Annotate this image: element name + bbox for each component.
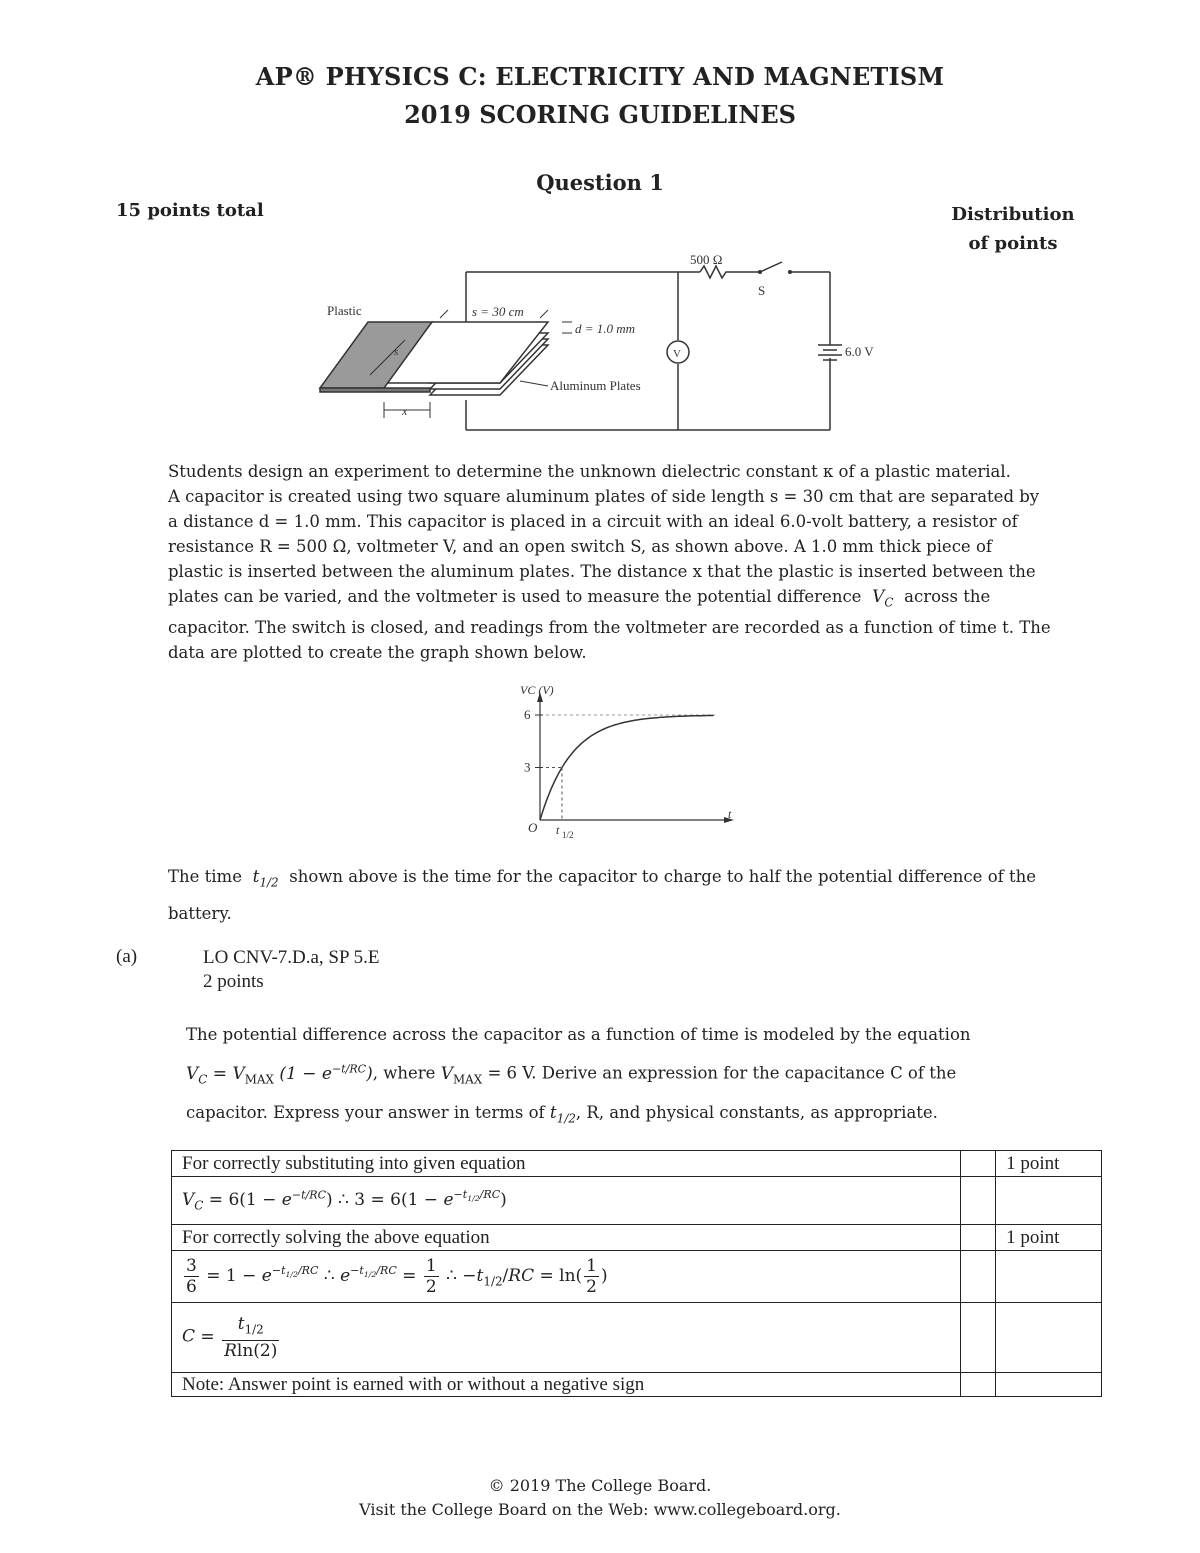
- voltmeter-label: V: [673, 348, 681, 360]
- battery-label: 6.0 V: [845, 344, 874, 359]
- page-title: AP® PHYSICS C: ELECTRICITY AND MAGNETISM: [255, 62, 945, 91]
- question-line-1: The potential difference across the capacitor as a function of time is modeled by the equation: [186, 1025, 971, 1044]
- rubric-blank: [996, 1373, 1102, 1397]
- part-a-question: [186, 1018, 1066, 1135]
- intro-line-7: capacitor. The switch is closed, and readings from the voltmeter are recorded as a function of time t. The: [168, 618, 1051, 638]
- rubric-blank: [961, 1303, 996, 1373]
- x-label: x: [402, 404, 408, 418]
- intro-line-6b: across the: [904, 587, 991, 606]
- q-line3-b: , R, and physical constants, as appropriate.: [575, 1103, 938, 1123]
- part-a-points: 2 points: [203, 971, 264, 992]
- resistor-label: 500 Ω: [690, 252, 723, 267]
- distribution-line2: of points: [968, 233, 1058, 254]
- q-line2-end: . Derive an expression for the capacitance C of the: [531, 1063, 957, 1083]
- rubric-blank: [961, 1373, 996, 1397]
- charging-curve: [540, 715, 714, 820]
- x-axis-label: t: [728, 807, 732, 821]
- part-a-label: (a): [116, 946, 138, 967]
- y-axis-label: VC (V): [520, 683, 554, 697]
- half-time-paragraph: [168, 861, 1058, 930]
- intro-line-3: a distance d = 1.0 mm. This capacitor is placed in a circuit with an ideal 6.0-volt battery, a resistor of: [168, 512, 1018, 531]
- rubric-row: [172, 1373, 1102, 1397]
- rubric-blank: [961, 1225, 996, 1251]
- half-time-after: shown above is the time for the capacitor to charge to half the potential difference of the: [289, 867, 1036, 886]
- rubric-row: [172, 1177, 1102, 1225]
- part-a-header: [203, 946, 379, 994]
- rubric-equation-3: C = $\frac{t_{1/2}}{Rln(2)}$: [172, 1303, 961, 1373]
- half-time-before: The time: [168, 867, 242, 886]
- rubric-equation-2: $\frac{3}{6}$ = $1 - e^{-t_{1/2}/RC}$ ∴ $e^{-t_{1/2}/RC}$ = $\frac{1}{2}$ ∴ $-t_{1/2}/RC = \ln$( $\frac{1}{2}$ ): [172, 1251, 961, 1303]
- d-dimension-label: d = 1.0 mm: [575, 321, 636, 336]
- intro-line-5: plastic is inserted between the aluminum plates. The distance x that the plastic is inserted between the: [168, 562, 1036, 581]
- rubric-row: [172, 1251, 1102, 1303]
- plastic-label: Plastic: [327, 303, 362, 318]
- switch-label: S: [758, 283, 766, 298]
- rubric-criterion-1: For correctly substituting into given equation: [172, 1151, 961, 1177]
- y-tick-label-6: 6: [524, 707, 531, 722]
- origin-label: O: [528, 820, 538, 835]
- rubric-blank: [996, 1251, 1102, 1303]
- aluminum-plates-label: Aluminum Plates: [550, 378, 641, 393]
- half-time-line-1: [168, 861, 1058, 898]
- intro-line-6a: plates can be varied, and the voltmeter is used to measure the potential difference: [168, 587, 862, 606]
- charging-graph: [510, 680, 740, 840]
- rubric-row: [172, 1303, 1102, 1373]
- learning-objective: LO CNV-7.D.a, SP 5.E: [203, 947, 380, 968]
- rubric-row: [172, 1225, 1102, 1251]
- page-subtitle: 2019 SCORING GUIDELINES: [404, 100, 796, 129]
- footer-copyright: © 2019 The College Board.: [488, 1476, 712, 1495]
- rubric-blank: [996, 1177, 1102, 1225]
- q-line2-mid: , where: [372, 1063, 436, 1083]
- circuit-figure: [310, 245, 874, 440]
- rubric-blank: [961, 1177, 996, 1225]
- rubric-note: Note: Answer point is earned with or without a negative sign: [172, 1373, 961, 1397]
- rubric-blank: [961, 1151, 996, 1177]
- footer-visit: Visit the College Board on the Web: www.collegeboard.org.: [359, 1500, 841, 1519]
- t-subscript: 1/2: [259, 875, 279, 890]
- rubric-table: [171, 1150, 1102, 1397]
- question-line-3: capacitor. Express your answer in terms of $t_{1/2}$, R, and physical constants, as appropriate.: [186, 1103, 938, 1126]
- rubric-criterion-2: For correctly solving the above equation: [172, 1225, 961, 1251]
- rubric-blank: [996, 1303, 1102, 1373]
- question-line-2: $V_C = V_{MAX}$ $(1 - e^{-t/RC})$, where $V_{MAX} = 6$ V. Derive an expression for the capacitance C of the: [186, 1062, 957, 1087]
- intro-paragraph: [168, 459, 1058, 665]
- rubric-equation-1: $V_C = 6(1 - e^{-t/RC})$ ∴ $3 = 6(1 - e^{-t_{1/2}/RC})$: [172, 1177, 961, 1225]
- s-diagonal-label: s: [394, 346, 399, 358]
- q-line3-a: capacitor. Express your answer in terms of: [186, 1103, 545, 1123]
- rubric-blank: [961, 1251, 996, 1303]
- rubric-row: [172, 1151, 1102, 1177]
- intro-line-2: A capacitor is created using two square aluminum plates of side length s = 30 cm that are separated by: [168, 487, 1040, 506]
- half-time-line-2: battery.: [168, 904, 232, 924]
- y-tick-label-3: 3: [524, 759, 531, 775]
- points-total: 15 points total: [116, 200, 264, 221]
- x-tick-sub-label: 1/2: [562, 830, 574, 840]
- intro-line-8: data are plotted to create the graph shown below.: [168, 643, 587, 663]
- rubric-points-2: 1 point: [996, 1225, 1102, 1251]
- t-symbol: t: [252, 867, 260, 887]
- intro-line-4: resistance R = 500 Ω, voltmeter V, and an open switch S, as shown above. A 1.0 mm thick piece of: [168, 537, 992, 556]
- x-tick-label: t: [556, 823, 560, 837]
- intro-line-1: Students design an experiment to determine the unknown dielectric constant κ of a plastic material.: [168, 462, 1011, 481]
- intro-line-6: plates can be varied, and the voltmeter is used to measure the potential difference $V_C$ across the: [168, 587, 991, 610]
- distribution-header: [938, 200, 1088, 258]
- rubric-points-1: 1 point: [996, 1151, 1102, 1177]
- question-title: Question 1: [536, 170, 664, 195]
- distribution-line1: Distribution: [951, 204, 1075, 225]
- s-dimension-label: s = 30 cm: [472, 304, 524, 319]
